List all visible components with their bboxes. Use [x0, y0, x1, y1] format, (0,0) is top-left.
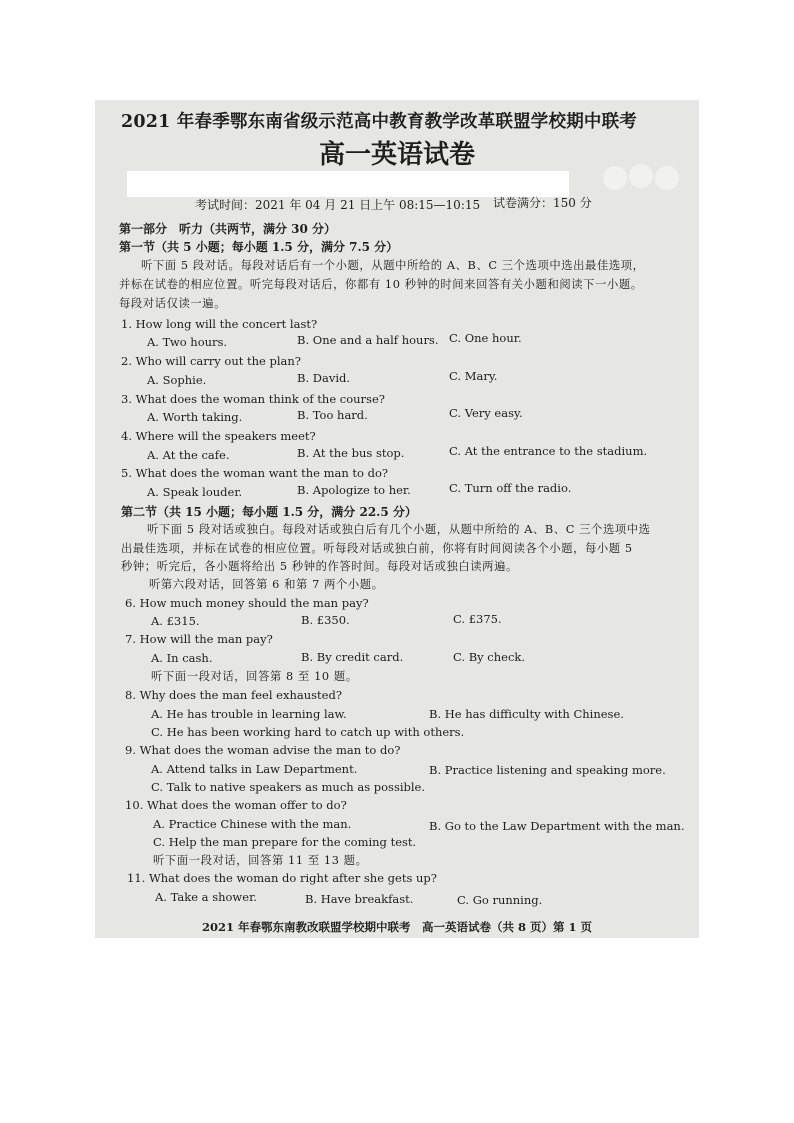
question-stem: 9. What does the woman advise the man to do? [125, 743, 401, 757]
question-stem: 7. How will the man pay? [125, 632, 273, 646]
option-c: C. Help the man prepare for the coming test. [153, 835, 417, 849]
question-stem: 11. What does the woman do right after she gets up? [127, 871, 437, 885]
question-stem: 1. How long will the concert last? [121, 317, 318, 331]
question-stem: 10. What does the woman offer to do? [125, 798, 347, 812]
exam-page [95, 100, 699, 938]
option-a: A. Two hours. [147, 335, 228, 349]
dialogue-intro: 听下面一段对话，回答第 8 至 10 题。 [151, 670, 358, 683]
question-stem: 5. What does the woman want the man to do? [121, 466, 389, 480]
question-stem: 8. Why does the man feel exhausted? [125, 688, 342, 702]
option-a: A. £315. [151, 614, 200, 628]
option-b: B. Practice listening and speaking more. [429, 763, 666, 777]
section1-heading: 第一节（共 5 小题；每小题 1.5 分，满分 7.5 分） [119, 240, 399, 254]
question-stem: 6. How much money should the man pay? [125, 596, 369, 610]
instruction-line: 每段对话仅读一遍。 [119, 297, 227, 310]
scan-blob [603, 166, 627, 190]
option-c: C. Very easy. [449, 406, 523, 420]
instruction-line: 听下面 5 段对话。每段对话后有一个小题，从题中所给的 A、B、C 三个选项中选出最佳选项， [141, 259, 645, 272]
dialogue-intro: 听第六段对话，回答第 6 和第 7 两个小题。 [149, 578, 384, 591]
option-c: C. He has been working hard to catch up with others. [151, 725, 465, 739]
option-a: A. Take a shower. [155, 890, 257, 904]
option-a: A. Attend talks in Law Department. [151, 762, 358, 776]
option-c: C. One hour. [449, 331, 522, 345]
instruction-line: 出最佳选项，并标在试卷的相应位置。听每段对话或独白前，你将有时间阅读各个小题，每小题 5 [121, 542, 633, 555]
exam-subtitle: 高一英语试卷 [318, 140, 475, 170]
option-a: A. Worth taking. [147, 410, 243, 424]
option-b: B. Apologize to her. [297, 483, 411, 497]
option-a: A. At the cafe. [147, 448, 230, 462]
scan-blob [655, 166, 679, 190]
option-b: B. At the bus stop. [297, 446, 405, 460]
option-b: B. One and a half hours. [297, 333, 439, 347]
scan-blob [629, 164, 653, 188]
option-b: B. Have breakfast. [305, 892, 414, 906]
option-b: B. Go to the Law Department with the man. [429, 819, 685, 833]
question-stem: 3. What does the woman think of the course? [121, 392, 385, 406]
exam-time: 考试时间：2021 年 04 月 21 日上午 08:15—10:15 [195, 198, 481, 212]
exam-title: 2021 年春季鄂东南省级示范高中教育教学改革联盟学校期中联考 [121, 112, 637, 132]
option-a: A. Practice Chinese with the man. [153, 817, 352, 831]
section2-heading: 第二节（共 15 小题；每小题 1.5 分，满分 22.5 分） [121, 505, 417, 519]
option-c: C. Go running. [457, 893, 543, 907]
full-score: 试卷满分：150 分 [493, 196, 592, 210]
option-c: C. By check. [453, 650, 526, 664]
redacted-strip [127, 171, 569, 197]
option-b: B. He has difficulty with Chinese. [429, 707, 624, 721]
question-stem: 2. Who will carry out the plan? [121, 354, 301, 368]
option-c: C. Mary. [449, 369, 498, 383]
instruction-line: 听下面 5 段对话或独白。每段对话或独白后有几个小题，从题中所给的 A、B、C 三个选项中选 [147, 523, 651, 536]
question-stem: 4. Where will the speakers meet? [121, 429, 316, 443]
dialogue-intro: 听下面一段对话，回答第 11 至 13 题。 [153, 854, 368, 867]
option-a: A. In cash. [151, 651, 213, 665]
option-a: A. Sophie. [147, 373, 207, 387]
option-c: C. Turn off the radio. [449, 481, 572, 495]
part1-heading: 第一部分 听力（共两节，满分 30 分） [119, 222, 337, 236]
option-c: C. £375. [453, 612, 502, 626]
option-b: B. By credit card. [301, 650, 404, 664]
instruction-line: 并标在试卷的相应位置。听完每段对话后，你都有 10 秒钟的时间来回答有关小题和阅读下一小题。 [119, 278, 643, 291]
page-footer: 2021 年春鄂东南教改联盟学校期中联考 高一英语试卷（共 8 页）第 1 页 [201, 920, 593, 934]
option-b: B. David. [297, 371, 351, 385]
option-a: A. He has trouble in learning law. [151, 707, 347, 721]
option-c: C. Talk to native speakers as much as possible. [151, 780, 426, 794]
option-b: B. Too hard. [297, 408, 368, 422]
option-b: B. £350. [301, 613, 350, 627]
instruction-line: 秒钟；听完后，各小题将给出 5 秒钟的作答时间。每段对话或独白读两遍。 [121, 560, 518, 573]
option-a: A. Speak louder. [147, 485, 243, 499]
option-c: C. At the entrance to the stadium. [449, 444, 648, 458]
